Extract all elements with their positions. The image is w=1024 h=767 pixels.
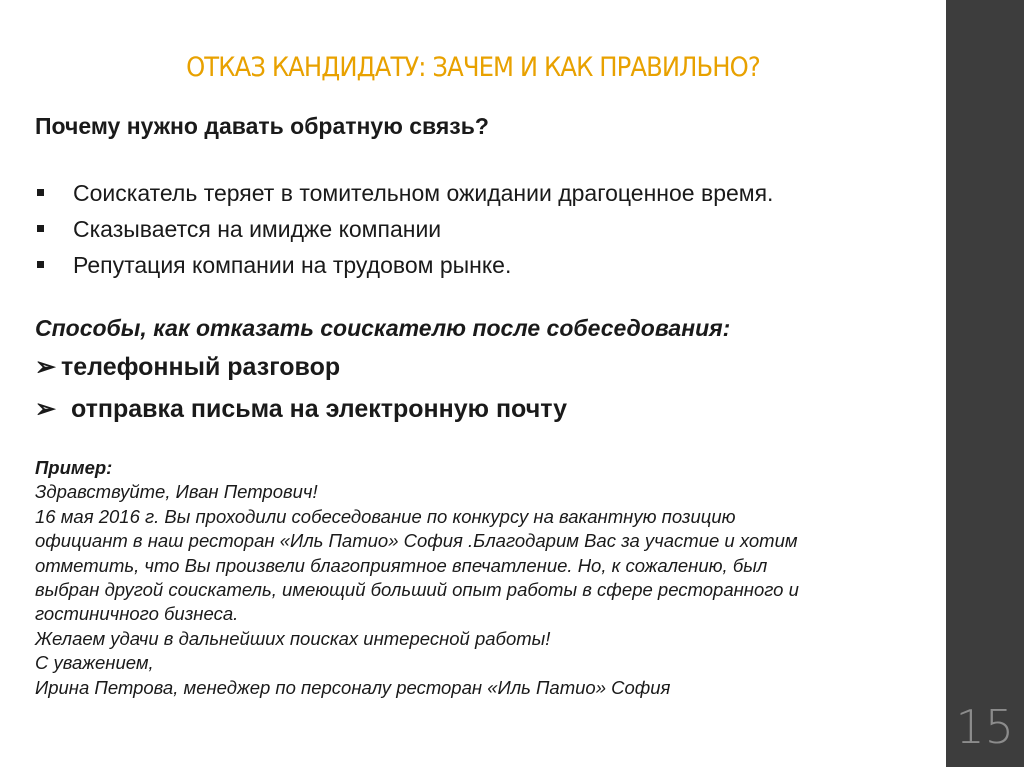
methods-heading: Способы, как отказать соискателю после собеседования: (35, 315, 731, 341)
square-bullet-icon (37, 189, 44, 196)
reasons-list (35, 178, 773, 286)
list-item-text: Репутация компании на трудовом рынке. (73, 252, 512, 278)
method-text: отправка письма на электронную почту (71, 395, 567, 423)
letter-line: 16 мая 2016 г. Вы проходили собеседование по конкурсу на вакантную позицию (35, 505, 736, 527)
list-item (35, 250, 773, 286)
letter-line: гостиничного бизнеса. (35, 603, 239, 625)
arrow-check-icon: ➢ (35, 353, 56, 381)
square-bullet-icon (37, 261, 44, 268)
example-label: Пример: (35, 457, 113, 478)
list-item-text: Сказывается на имидже компании (73, 216, 442, 242)
letter-line: отметить, что Вы произвели благоприятное впечатление. Но, к сожалению, был (35, 554, 768, 576)
letter-line: выбран другой соискатель, имеющий больший опыт работы в сфере ресторанного и (35, 579, 799, 601)
square-bullet-icon (37, 225, 44, 232)
slide-title: ОТКАЗ КАНДИДАТУ: ЗАЧЕМ И КАК ПРАВИЛЬНО? (186, 52, 760, 83)
arrow-check-icon: ➢ (35, 395, 56, 423)
letter-line: Здравствуйте, Иван Петрович! (35, 481, 318, 503)
side-bar (946, 0, 1024, 767)
method-text: телефонный разговор (61, 353, 341, 381)
method-item (35, 394, 567, 424)
letter-line: официант в наш ресторан «Иль Патио» София .Благодарим Вас за участие и хотим (35, 530, 798, 552)
list-item (35, 178, 773, 214)
list-item (35, 214, 773, 250)
letter-line: С уважением, (35, 652, 154, 674)
feedback-question: Почему нужно давать обратную связь? (35, 113, 489, 139)
method-item (35, 352, 340, 382)
list-item-text: Соискатель теряет в томительном ожидании драгоценное время. (73, 180, 774, 206)
example-letter (35, 456, 995, 700)
letter-line: Желаем удачи в дальнейших поисках интересной работы! (35, 627, 551, 649)
letter-line: Ирина Петрова, менеджер по персоналу ресторан «Иль Патио» София (35, 676, 671, 698)
page-number: 15 (955, 700, 1014, 754)
